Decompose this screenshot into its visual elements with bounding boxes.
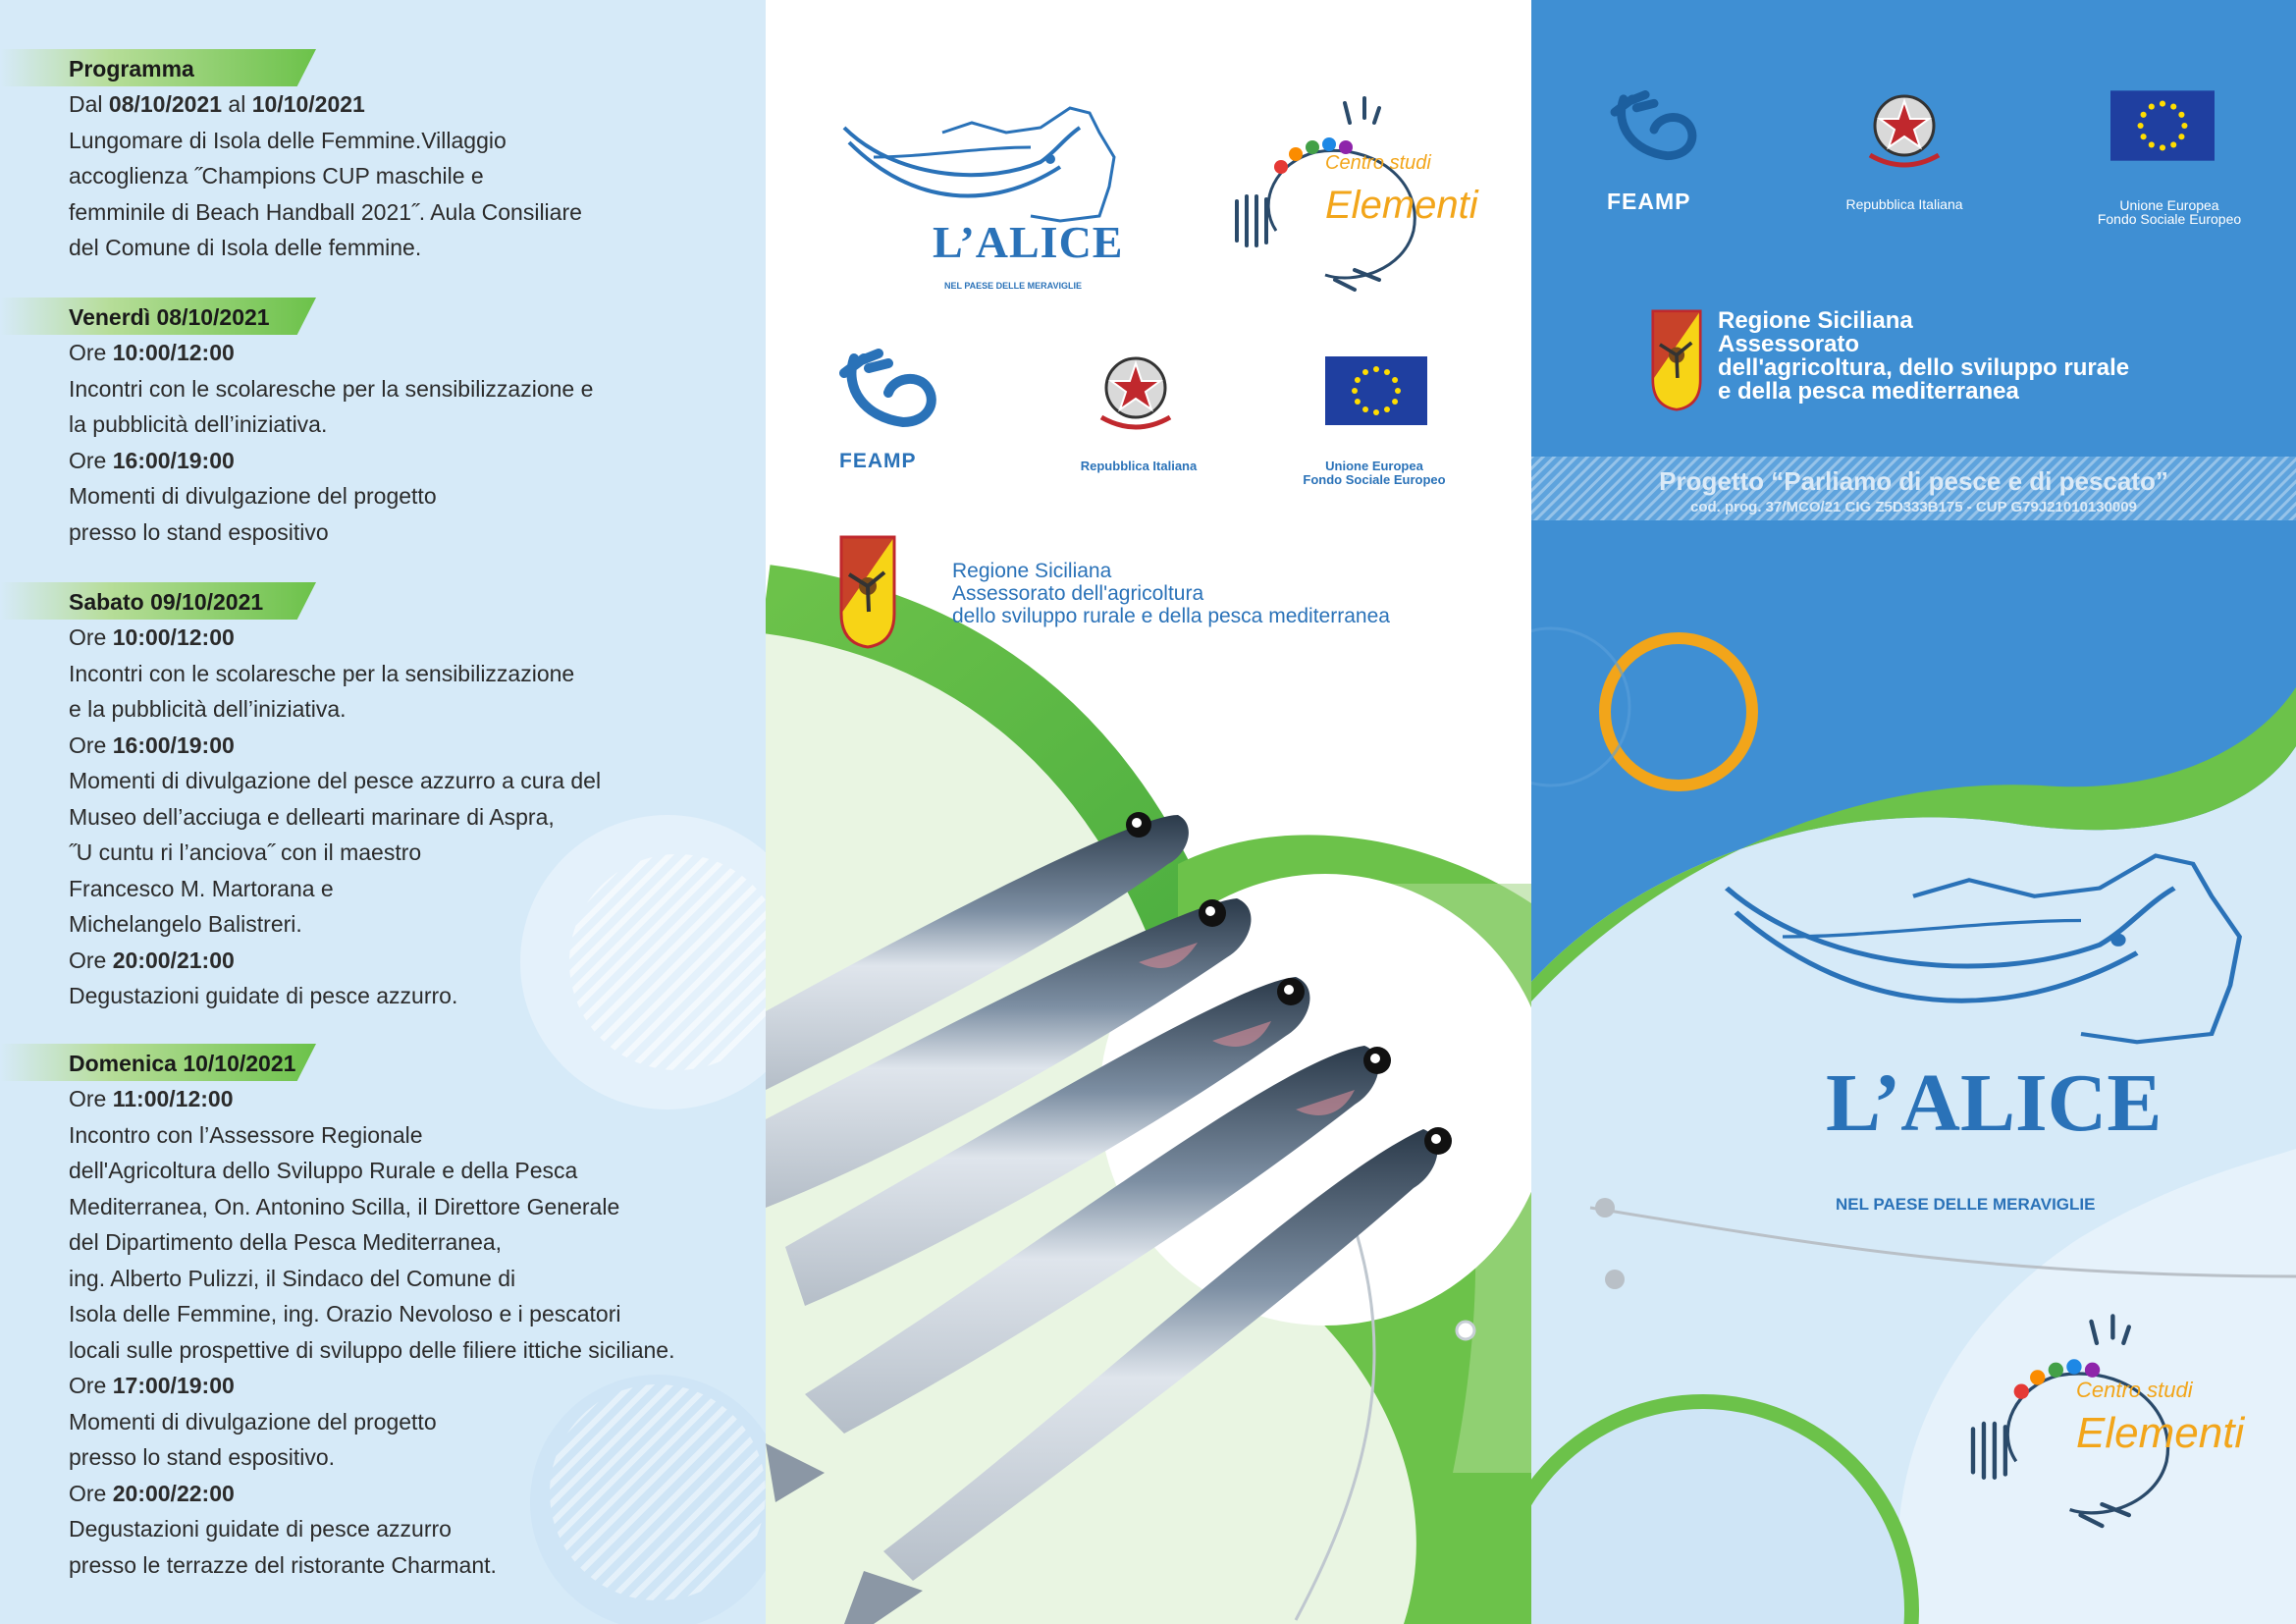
line-text: Momenti di divulgazione del pesce azzurro a cura del [69, 768, 602, 793]
eu-star [1373, 366, 1379, 372]
line-text: del Dipartimento della Pesca Mediterranea, [69, 1229, 503, 1255]
eu-star [2149, 141, 2155, 147]
eu-logo [2076, 90, 2263, 228]
line-text: Ore [69, 947, 113, 973]
alice-logo [834, 98, 1129, 295]
line-text: ing. Alberto Pulizzi, il Sindaco del Comune di [69, 1265, 516, 1291]
eu-star [2141, 134, 2147, 139]
feamp-label: FEAMP [1607, 189, 1691, 214]
sicily-coat-of-arms-icon [1649, 309, 1704, 411]
line-text: Degustazioni guidate di pesce azzurro. [69, 983, 458, 1008]
alice-logo-subtitle: NEL PAESE DELLE MERAVIGLIE [1836, 1195, 2096, 1214]
line-text: Ore [69, 731, 113, 758]
program-line [0, 620, 766, 656]
line-text: Ore [69, 447, 113, 473]
cover-inner-panel [766, 0, 1531, 1624]
line-text: Ore [69, 1373, 113, 1398]
line-text: dell'Agricoltura dello Sviluppo Rurale e della Pesca [69, 1158, 578, 1183]
program-line [0, 371, 766, 407]
eu-star [2141, 112, 2147, 118]
eu-star [2160, 101, 2165, 107]
section-heading-text: Programma [69, 56, 194, 81]
eu-label-line2: Fondo Sociale Europeo [2097, 211, 2242, 227]
section-heading [0, 582, 316, 620]
line-text: Museo dell’acciuga e dellearti marinare di Aspra, [69, 803, 555, 830]
alice-logo [1708, 839, 2268, 1222]
eu-star [1392, 377, 1398, 383]
program-line [0, 691, 766, 728]
time-value: 10/10/2021 [251, 91, 365, 117]
program-panel [0, 0, 766, 1624]
eu-flag-icon [2110, 90, 2215, 161]
project-title: Progetto “Parliamo di pesce e di pescato” [1659, 466, 2168, 496]
program-section [0, 1044, 766, 1583]
feamp-logo [1605, 90, 1733, 218]
alice-logo-title: L’ALICE [1826, 1057, 2163, 1149]
section-heading [0, 49, 316, 86]
program-line [0, 1261, 766, 1297]
repubblica-italiana-logo [1826, 86, 1983, 214]
line-text: del Comune di Isola delle femmine. [69, 235, 422, 260]
line-text: ˝U cuntu ri l’anciova˝ con il maestro [69, 839, 422, 865]
program-line [0, 1511, 766, 1547]
eu-star [1352, 388, 1358, 394]
line-text: Incontri con le scolaresche per la sensibilizzazione [69, 660, 575, 686]
regione-line: Regione Siciliana [1718, 307, 1913, 334]
line-text: e la pubblicità dell’iniziativa. [69, 696, 347, 722]
project-code: cod. prog. 37/MCO/21 CIG Z5D333B175 - CUP G79J21010130009 [1690, 499, 2137, 515]
program-line [0, 406, 766, 443]
repubblica-label: Repubblica Italiana [1845, 196, 1963, 212]
sicily-coat-of-arms-icon [839, 535, 896, 649]
program-line [0, 1153, 766, 1189]
program-section [0, 298, 766, 550]
program-line [0, 943, 766, 979]
line-text: Mediterranea, On. Antonino Scilla, il Direttore Generale [69, 1193, 620, 1219]
program-line [0, 656, 766, 692]
elementi-small-text: Centro studi [1325, 152, 1431, 174]
program-line [0, 514, 766, 551]
program-line [0, 1296, 766, 1332]
program-line [0, 1332, 766, 1369]
program-line [0, 1081, 766, 1117]
cover-panel [1531, 0, 2296, 1624]
program-line [0, 1476, 766, 1512]
regione-line: Assessorato dell'agricoltura [952, 582, 1204, 605]
line-text: Incontro con l’Assessore Regionale [69, 1121, 423, 1148]
line-text: Momenti di divulgazione del progetto [69, 483, 437, 509]
eu-star [1355, 399, 1361, 405]
eu-star [2178, 134, 2184, 139]
section-heading-text: Domenica 10/10/2021 [69, 1051, 296, 1076]
eu-star [1395, 388, 1401, 394]
line-text: Francesco M. Martorana e [69, 875, 334, 901]
section-heading [0, 298, 316, 335]
line-text: Momenti di divulgazione del progetto [69, 1408, 437, 1435]
program-line [0, 158, 766, 194]
program-line [0, 123, 766, 159]
regione-text [1718, 309, 2129, 404]
section-heading-text: Venerdì 08/10/2021 [69, 304, 270, 330]
line-text: Incontri con le scolaresche per la sensibilizzazione e [69, 375, 594, 402]
eu-star [1392, 399, 1398, 405]
program-line [0, 1224, 766, 1261]
program-line [0, 335, 766, 371]
line-text: accoglienza ˝Champions CUP maschile e [69, 163, 484, 189]
line-text: femminile di Beach Handball 2021˝. Aula Consiliare [69, 198, 582, 225]
line-text: Ore [69, 1480, 113, 1506]
eu-star [2149, 104, 2155, 110]
elementi-big-text: Elementi [2076, 1409, 2245, 1457]
line-text: presso le terrazze del ristorante Charmant. [69, 1551, 497, 1578]
line-text: presso lo stand espositivo. [69, 1444, 336, 1470]
time-value: 20:00/22:00 [112, 1480, 235, 1506]
eu-label-line2: Fondo Sociale Europeo [1303, 472, 1446, 487]
time-value: 16:00/19:00 [112, 447, 235, 473]
eu-star [2178, 112, 2184, 118]
line-text: Ore [69, 624, 113, 650]
eu-star [1362, 369, 1368, 375]
time-value: 11:00/12:00 [112, 1086, 234, 1111]
eu-label-line1: Unione Europea [1325, 459, 1423, 473]
alice-logo-title: L’ALICE [933, 217, 1124, 267]
line-text: al [222, 91, 252, 117]
program-line [0, 799, 766, 836]
alice-logo-subtitle: NEL PAESE DELLE MERAVIGLIE [944, 281, 1083, 291]
feamp-logo [834, 349, 952, 476]
regione-siciliana-logo [1649, 309, 2258, 417]
program-line [0, 86, 766, 123]
program-line [0, 1547, 766, 1584]
eu-star [1384, 369, 1390, 375]
time-value: 10:00/12:00 [112, 624, 235, 650]
time-value: 17:00/19:00 [112, 1373, 235, 1398]
program-line [0, 835, 766, 871]
eu-flag-icon [1325, 356, 1427, 425]
time-value: 08/10/2021 [108, 91, 223, 117]
regione-line: e della pesca mediterranea [1718, 378, 2019, 405]
line-text: Degustazioni guidate di pesce azzurro [69, 1516, 452, 1542]
program-line [0, 728, 766, 764]
eu-star [1355, 377, 1361, 383]
program-line [0, 1439, 766, 1476]
program-line [0, 1117, 766, 1154]
program-line [0, 906, 766, 943]
eu-label [2076, 198, 2263, 226]
elementi-big-text: Elementi [1325, 184, 1478, 227]
eu-star [1373, 409, 1379, 415]
repubblica-label: Repubblica Italiana [1080, 459, 1198, 473]
time-value: 16:00/19:00 [112, 731, 235, 758]
elementi-logo [1217, 93, 1478, 299]
program-line [0, 871, 766, 907]
italian-emblem-icon [1860, 86, 1949, 175]
line-text: Ore [69, 340, 113, 365]
line-text: la pubblicità dell’iniziativa. [69, 411, 328, 437]
program-section [0, 49, 766, 266]
program-line [0, 1404, 766, 1440]
program-line [0, 1368, 766, 1404]
eu-star [2138, 123, 2144, 129]
time-value: 10:00/12:00 [112, 340, 235, 365]
eu-logo [1281, 349, 1468, 486]
eu-label-line1: Unione Europea [2119, 197, 2219, 213]
line-text: presso lo stand espositivo [69, 518, 329, 545]
time-value: 20:00/21:00 [112, 947, 235, 973]
line-text: Ore [69, 1086, 113, 1111]
hand-fish-icon [1605, 90, 1703, 169]
line-text: locali sulle prospettive di sviluppo delle filiere ittiche siciliane. [69, 1336, 675, 1363]
regione-line: dello sviluppo rurale e della pesca mediterranea [952, 605, 1390, 627]
regione-line: dell'agricoltura, dello sviluppo rurale [1718, 354, 2130, 381]
eu-star [2170, 141, 2176, 147]
program-line [0, 443, 766, 479]
regione-siciliana-logo [839, 535, 1477, 653]
program-line [0, 763, 766, 799]
regione-text [952, 560, 1390, 627]
repubblica-italiana-logo [1060, 349, 1217, 476]
program-line [0, 230, 766, 266]
project-banner [1531, 466, 2296, 515]
eu-label [1281, 460, 1468, 487]
eu-star [1384, 406, 1390, 412]
line-text: Michelangelo Balistreri. [69, 911, 302, 937]
program-line [0, 478, 766, 514]
program-line [0, 978, 766, 1014]
regione-line: Assessorato [1718, 331, 1860, 357]
feamp-label: FEAMP [839, 450, 917, 472]
section-heading [0, 1044, 316, 1081]
italian-emblem-icon [1092, 349, 1180, 437]
regione-line: Regione Siciliana [952, 560, 1112, 582]
hand-fish-icon [834, 349, 942, 437]
program-line [0, 1189, 766, 1225]
line-text: Lungomare di Isola delle Femmine.Villaggio [69, 127, 507, 153]
program-line [0, 194, 766, 231]
line-text: Dal [69, 91, 109, 117]
eu-star [1362, 406, 1368, 412]
eu-star [2181, 123, 2187, 129]
program-section [0, 582, 766, 1014]
elementi-logo [1939, 1311, 2253, 1537]
eu-star [2170, 104, 2176, 110]
line-text: Isola delle Femmine, ing. Orazio Nevoloso e i pescatori [69, 1301, 621, 1326]
eu-star [2160, 144, 2165, 150]
section-heading-text: Sabato 09/10/2021 [69, 589, 264, 615]
elementi-small-text: Centro studi [2076, 1378, 2193, 1402]
